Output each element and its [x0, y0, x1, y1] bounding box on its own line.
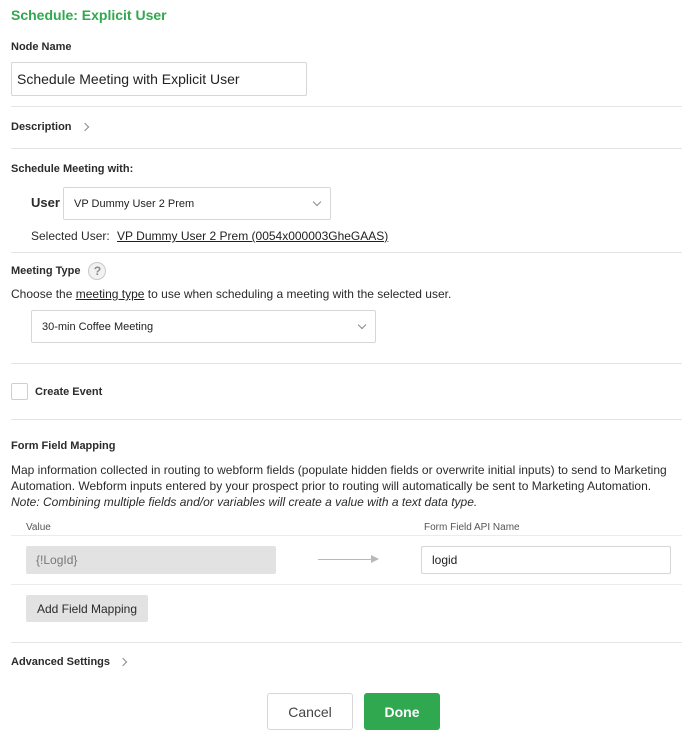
page-title: Schedule: Explicit User [11, 7, 167, 23]
mapping-value-text: {!LogId} [36, 553, 78, 567]
meeting-type-select[interactable] [31, 310, 376, 343]
chevron-down-icon [313, 197, 321, 205]
selected-user-row [31, 229, 388, 243]
meeting-type-desc-prefix: Choose the [11, 287, 73, 301]
chevron-right-icon [119, 658, 127, 666]
meeting-type-header [11, 262, 106, 280]
divider [11, 642, 682, 643]
form-field-mapping-description [11, 462, 671, 510]
chevron-down-icon [358, 320, 366, 328]
column-header-value: Value [26, 522, 51, 533]
create-event-label: Create Event [35, 386, 103, 398]
node-name-value: Schedule Meeting with Explicit User [17, 71, 240, 87]
divider [11, 148, 682, 149]
description-toggle[interactable] [11, 121, 88, 133]
advanced-settings-label: Advanced Settings [11, 656, 111, 668]
user-select-value: VP Dummy User 2 Prem [74, 197, 195, 210]
meeting-type-value: 30-min Coffee Meeting [42, 320, 154, 333]
add-field-mapping-button[interactable]: Add Field Mapping [26, 595, 148, 622]
table-header-divider [11, 535, 682, 536]
mapping-note: Note: Combining multiple fields and/or variables will create a value with a text data type. [11, 495, 478, 509]
cancel-button[interactable]: Cancel [267, 693, 353, 730]
form-field-mapping-label: Form Field Mapping [11, 440, 116, 452]
description-label: Description [11, 121, 72, 133]
selected-user-link[interactable]: VP Dummy User 2 Prem (0054x000003GheGAAS) [117, 229, 389, 243]
mapping-description-text: Map information collected in routing to webform fields (populate hidden fields or overwrite initial inputs) to send to Marketing Automation. Webform inputs entered by your prospect prior to routing will automatically be sent to Marketing Automation. [11, 463, 667, 493]
api-name-input[interactable] [421, 546, 671, 574]
schedule-meeting-label: Schedule Meeting with: [11, 163, 134, 175]
user-select[interactable] [63, 187, 331, 220]
user-label: User [31, 195, 60, 210]
arrow-line [318, 559, 373, 560]
divider [11, 252, 682, 253]
meeting-type-desc-suffix: to use when scheduling a meeting with the selected user. [147, 287, 452, 301]
meeting-type-label: Meeting Type [11, 265, 81, 277]
advanced-settings-toggle[interactable] [11, 656, 126, 668]
divider [11, 106, 682, 107]
node-name-input[interactable] [11, 62, 307, 96]
table-row-divider [11, 584, 682, 585]
divider [11, 419, 682, 420]
node-name-label: Node Name [11, 41, 72, 53]
selected-user-label: Selected User: [31, 229, 110, 243]
column-header-api-name: Form Field API Name [424, 522, 520, 533]
mapping-value-field [26, 546, 276, 574]
chevron-right-icon [80, 123, 88, 131]
divider [11, 363, 682, 364]
meeting-type-link[interactable]: meeting type [75, 287, 145, 301]
meeting-type-description [11, 287, 451, 301]
done-button[interactable]: Done [364, 693, 440, 730]
help-icon[interactable]: ? [88, 262, 106, 280]
create-event-checkbox[interactable] [11, 383, 28, 400]
arrow-right-icon [371, 555, 379, 563]
api-name-value: logid [432, 553, 458, 567]
